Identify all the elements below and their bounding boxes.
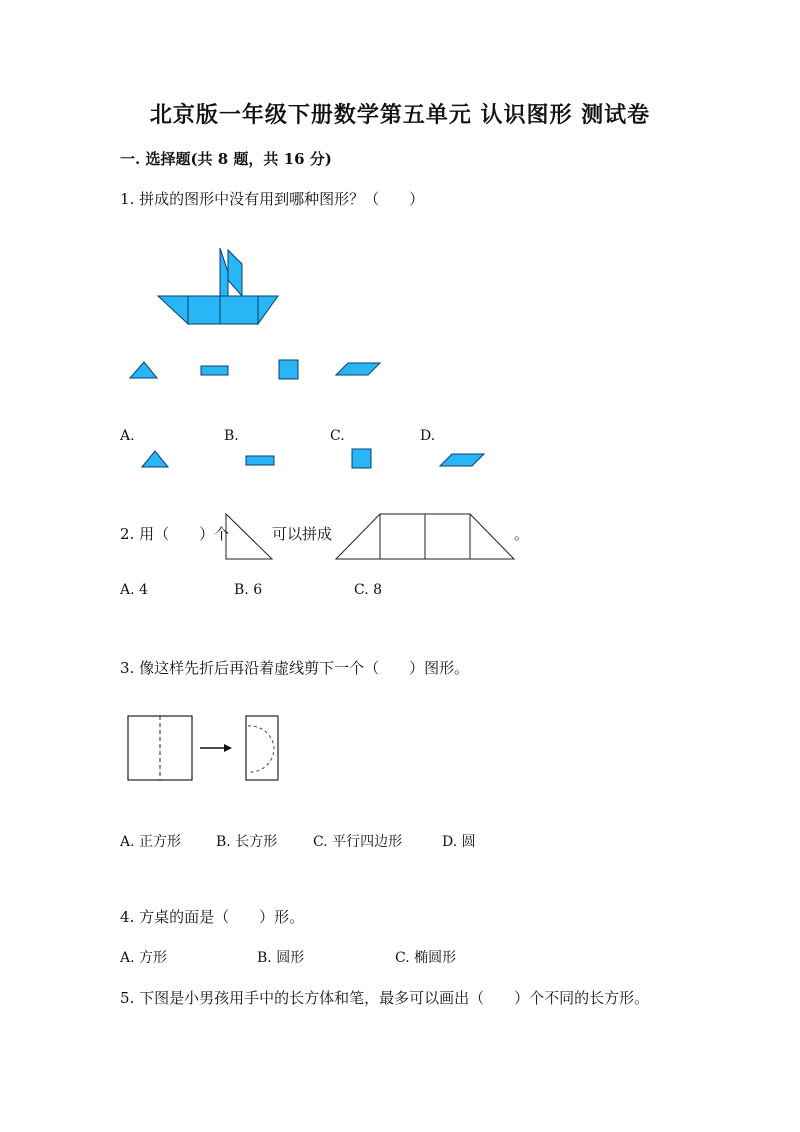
- boat-sail-left: [220, 248, 228, 296]
- boat-hull-right: [258, 296, 278, 324]
- q3-option-d[interactable]: D. 圆: [442, 834, 476, 850]
- boat-hull-middle: [188, 296, 258, 324]
- q3-option-a[interactable]: A. 正方形: [120, 834, 182, 850]
- page-title: 北京版一年级下册数学第五单元 认识图形 测试卷: [149, 102, 651, 128]
- q1-option-d[interactable]: D.: [420, 428, 436, 444]
- q2-option-c[interactable]: C. 8: [354, 582, 383, 598]
- question-5-stem: 5. 下图是小男孩用手中的长方体和笔，最多可以画出（ ）个不同的长方形。: [120, 989, 650, 1007]
- folding-figure: [126, 714, 280, 784]
- q1-option-a[interactable]: A.: [120, 428, 135, 444]
- boat-sail-right: [228, 250, 242, 296]
- q1-option-a-triangle: [141, 449, 171, 469]
- question-2-stem-b: 可以拼成: [272, 525, 333, 543]
- q4-option-c[interactable]: C. 椭圆形: [395, 950, 457, 966]
- q2-option-a[interactable]: A. 4: [120, 582, 148, 598]
- right-triangle-figure: [224, 512, 276, 562]
- question-2-stem-a: 2. 用（ ）个: [120, 525, 230, 543]
- q3-option-b[interactable]: B. 长方形: [216, 834, 278, 850]
- boat-figure: [150, 240, 290, 330]
- question-3-stem: 3. 像这样先折后再沿着虚线剪下一个（ ）图形。: [120, 659, 470, 677]
- q1-shape-parallelogram: [334, 361, 382, 377]
- q1-option-b-rectangle: [245, 455, 277, 467]
- question-2-stem-end: 。: [514, 525, 530, 543]
- q1-option-d-parallelogram: [438, 452, 486, 468]
- trapezoid-figure: [334, 512, 516, 562]
- q1-option-c[interactable]: C.: [330, 428, 345, 444]
- q1-shape-rectangle: [200, 365, 230, 377]
- q4-option-b[interactable]: B. 圆形: [257, 950, 305, 966]
- q1-option-b[interactable]: B.: [224, 428, 239, 444]
- q1-option-c-square: [351, 448, 373, 470]
- section-heading: 一. 选择题(共 8 题，共 16 分): [120, 150, 332, 168]
- question-1-stem: 1. 拼成的图形中没有用到哪种图形？（ ）: [120, 190, 425, 208]
- question-4-stem: 4. 方桌的面是（ ）形。: [120, 908, 305, 926]
- q1-shape-square: [278, 359, 300, 381]
- boat-hull-left: [158, 296, 188, 324]
- q1-shape-triangle: [129, 360, 159, 380]
- q3-option-c[interactable]: C. 平行四边形: [313, 834, 403, 850]
- q4-option-a[interactable]: A. 方形: [120, 950, 168, 966]
- q2-option-b[interactable]: B. 6: [234, 582, 263, 598]
